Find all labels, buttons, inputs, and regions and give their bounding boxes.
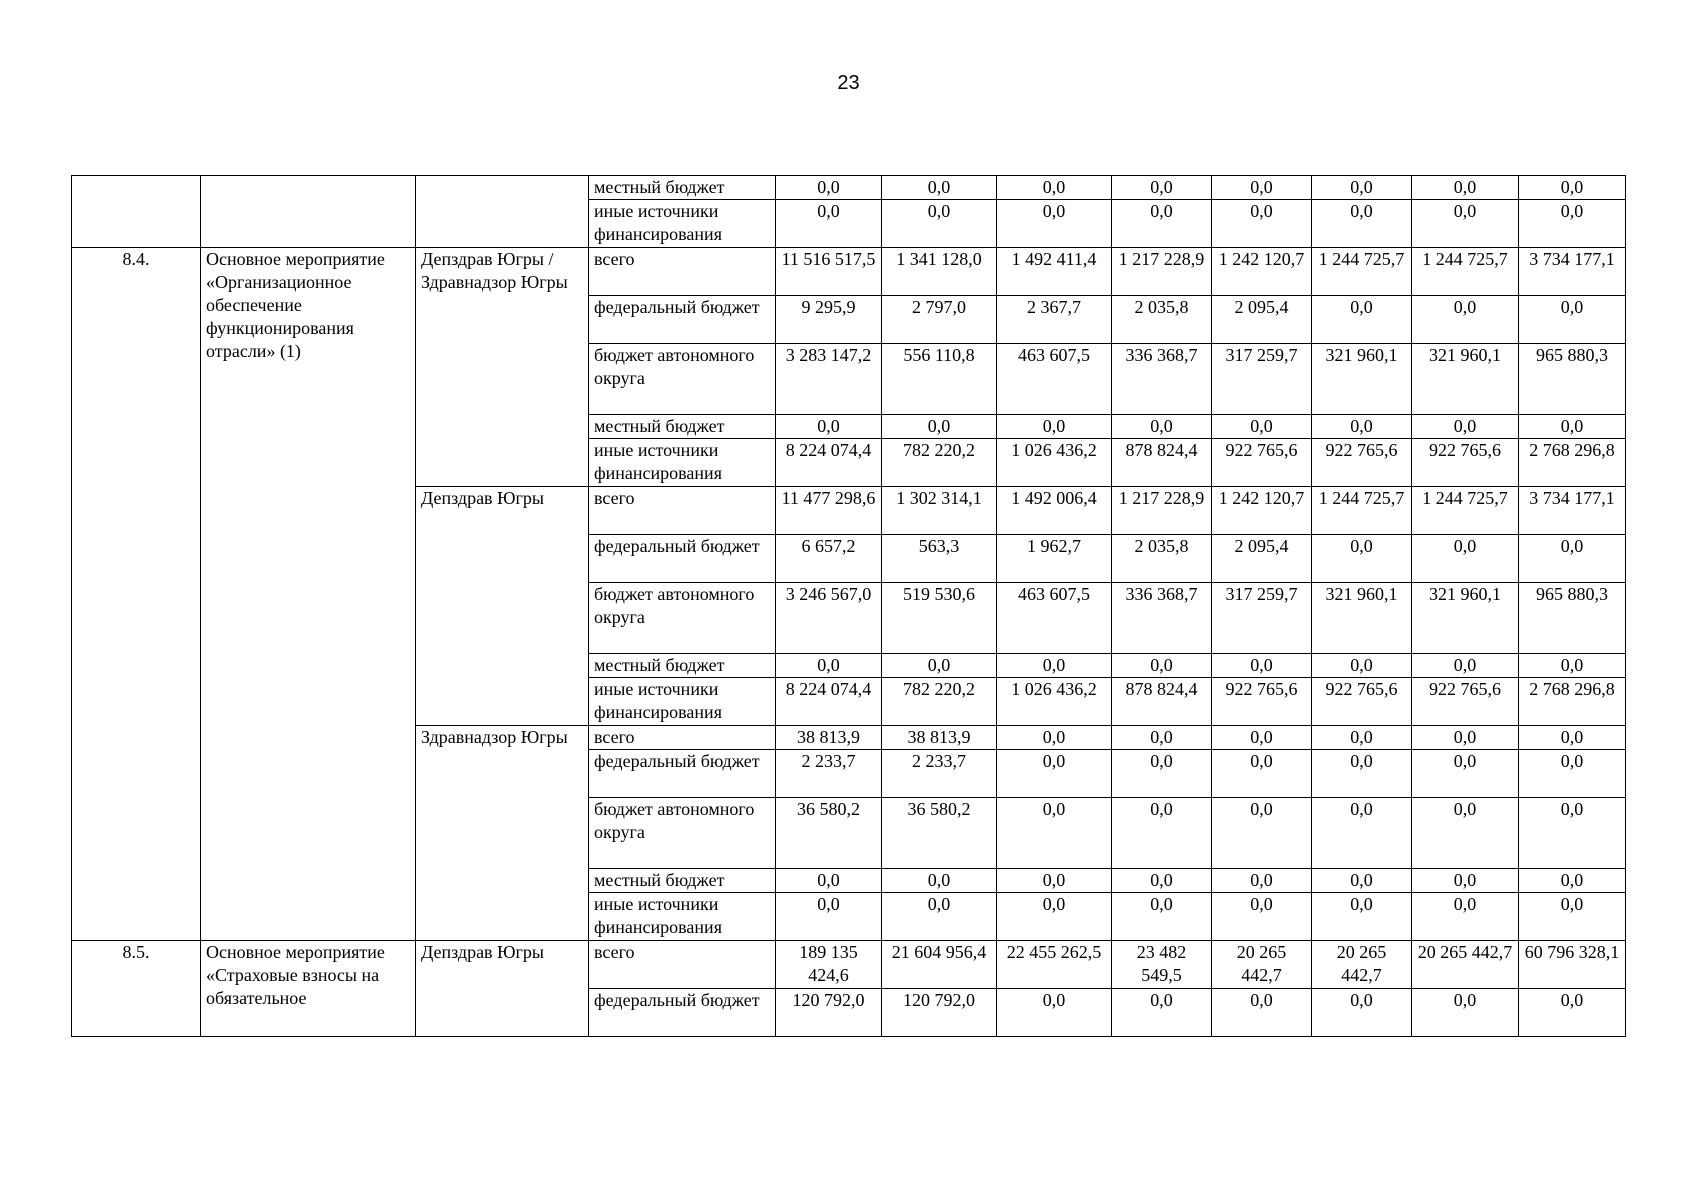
value-cell: 0,0 (1212, 726, 1312, 750)
value-cell: 563,3 (882, 535, 997, 583)
value-cell: 321 960,1 (1312, 344, 1412, 415)
value-cell: 1 341 128,0 (882, 248, 997, 296)
value-cell: 120 792,0 (882, 989, 997, 1037)
value-cell: 36 580,2 (776, 798, 882, 869)
value-cell: 336 368,7 (1112, 344, 1212, 415)
value-cell: 1 302 314,1 (882, 487, 997, 535)
value-cell: 21 604 956,4 (882, 941, 997, 989)
funding-source-cell: федеральный бюджет (589, 535, 776, 583)
budget-table (71, 175, 1626, 1037)
value-cell: 0,0 (1519, 296, 1626, 344)
value-cell: 2 035,8 (1112, 535, 1212, 583)
value-cell: 0,0 (1212, 798, 1312, 869)
page-number: 23 (837, 72, 860, 94)
value-cell: 0,0 (1519, 200, 1626, 248)
value-cell: 0,0 (776, 654, 882, 678)
funding-source-cell: местный бюджет (589, 869, 776, 893)
executor-cell: Депздрав Югры (416, 487, 589, 726)
value-cell: 0,0 (882, 893, 997, 941)
value-cell: 1 244 725,7 (1312, 487, 1412, 535)
value-cell: 0,0 (1412, 869, 1519, 893)
table-row (72, 941, 1626, 989)
value-cell: 556 110,8 (882, 344, 997, 415)
value-cell: 922 765,6 (1312, 678, 1412, 726)
value-cell: 0,0 (1412, 200, 1519, 248)
value-cell: 0,0 (1112, 893, 1212, 941)
executor-cell: Здравнадзор Югры (416, 726, 589, 941)
value-cell: 317 259,7 (1212, 344, 1312, 415)
value-cell: 6 657,2 (776, 535, 882, 583)
value-cell: 0,0 (1412, 750, 1519, 798)
funding-source-cell: иные источники финансирования (589, 439, 776, 487)
value-cell: 0,0 (1412, 176, 1519, 200)
value-cell: 120 792,0 (776, 989, 882, 1037)
value-cell: 0,0 (1312, 415, 1412, 439)
value-cell: 2 768 296,8 (1519, 678, 1626, 726)
value-cell: 922 765,6 (1312, 439, 1412, 487)
value-cell: 0,0 (882, 654, 997, 678)
value-cell: 0,0 (1412, 989, 1519, 1037)
value-cell: 0,0 (1412, 798, 1519, 869)
funding-source-cell: всего (589, 487, 776, 535)
value-cell: 336 368,7 (1112, 583, 1212, 654)
value-cell: 0,0 (1519, 176, 1626, 200)
value-cell: 0,0 (1519, 798, 1626, 869)
value-cell: 0,0 (1412, 415, 1519, 439)
value-cell: 0,0 (1519, 415, 1626, 439)
activity-name-cell: Основное мероприятие «Страховые взносы на обязательное (201, 941, 416, 1037)
funding-source-cell: бюджет автономного округа (589, 583, 776, 654)
value-cell: 1 492 411,4 (997, 248, 1112, 296)
funding-source-cell: иные источники финансирования (589, 200, 776, 248)
value-cell: 0,0 (1519, 750, 1626, 798)
value-cell: 2 035,8 (1112, 296, 1212, 344)
value-cell: 0,0 (1412, 893, 1519, 941)
item-number-cell (72, 176, 201, 248)
value-cell: 0,0 (1112, 415, 1212, 439)
value-cell: 0,0 (1519, 654, 1626, 678)
funding-source-cell: федеральный бюджет (589, 296, 776, 344)
value-cell: 0,0 (1212, 654, 1312, 678)
value-cell: 0,0 (1212, 200, 1312, 248)
value-cell: 0,0 (1312, 176, 1412, 200)
value-cell: 0,0 (997, 989, 1112, 1037)
value-cell: 321 960,1 (1412, 583, 1519, 654)
value-cell: 922 765,6 (1412, 678, 1519, 726)
item-number-cell: 8.4. (72, 248, 201, 941)
value-cell: 0,0 (1412, 535, 1519, 583)
value-cell: 0,0 (1112, 989, 1212, 1037)
value-cell: 0,0 (1212, 176, 1312, 200)
value-cell: 0,0 (997, 654, 1112, 678)
value-cell: 782 220,2 (882, 678, 997, 726)
value-cell: 2 095,4 (1212, 296, 1312, 344)
funding-source-cell: иные источники финансирования (589, 893, 776, 941)
value-cell: 0,0 (1312, 798, 1412, 869)
value-cell: 0,0 (1519, 893, 1626, 941)
value-cell: 189 135 424,6 (776, 941, 882, 989)
value-cell: 519 530,6 (882, 583, 997, 654)
value-cell: 0,0 (1519, 869, 1626, 893)
value-cell: 922 765,6 (1412, 439, 1519, 487)
value-cell: 0,0 (1312, 750, 1412, 798)
value-cell: 0,0 (1519, 535, 1626, 583)
value-cell: 3 734 177,1 (1519, 248, 1626, 296)
value-cell: 0,0 (1112, 750, 1212, 798)
value-cell: 0,0 (1112, 726, 1212, 750)
value-cell: 3 246 567,0 (776, 583, 882, 654)
value-cell: 0,0 (997, 869, 1112, 893)
value-cell: 0,0 (997, 798, 1112, 869)
value-cell: 20 265 442,7 (1412, 941, 1519, 989)
table-row (72, 176, 1626, 200)
value-cell: 0,0 (776, 893, 882, 941)
funding-source-cell: местный бюджет (589, 176, 776, 200)
value-cell: 0,0 (1212, 415, 1312, 439)
value-cell: 0,0 (1212, 989, 1312, 1037)
value-cell: 0,0 (1212, 750, 1312, 798)
value-cell: 1 244 725,7 (1412, 487, 1519, 535)
value-cell: 0,0 (776, 415, 882, 439)
funding-source-cell: бюджет автономного округа (589, 798, 776, 869)
value-cell: 0,0 (1112, 176, 1212, 200)
funding-source-cell: федеральный бюджет (589, 750, 776, 798)
value-cell: 2 768 296,8 (1519, 439, 1626, 487)
value-cell: 782 220,2 (882, 439, 997, 487)
value-cell: 321 960,1 (1312, 583, 1412, 654)
value-cell: 0,0 (1519, 726, 1626, 750)
value-cell: 1 026 436,2 (997, 678, 1112, 726)
value-cell: 38 813,9 (882, 726, 997, 750)
value-cell: 11 516 517,5 (776, 248, 882, 296)
value-cell: 0,0 (882, 176, 997, 200)
value-cell: 0,0 (1112, 200, 1212, 248)
value-cell: 2 797,0 (882, 296, 997, 344)
value-cell: 463 607,5 (997, 344, 1112, 415)
value-cell: 0,0 (1112, 798, 1212, 869)
value-cell: 321 960,1 (1412, 344, 1519, 415)
value-cell: 965 880,3 (1519, 583, 1626, 654)
value-cell: 20 265 442,7 (1312, 941, 1412, 989)
value-cell: 0,0 (1412, 296, 1519, 344)
value-cell: 9 295,9 (776, 296, 882, 344)
funding-source-cell: местный бюджет (589, 654, 776, 678)
value-cell: 3 283 147,2 (776, 344, 882, 415)
item-number-cell: 8.5. (72, 941, 201, 1037)
value-cell: 0,0 (997, 415, 1112, 439)
value-cell: 463 607,5 (997, 583, 1112, 654)
value-cell: 0,0 (997, 750, 1112, 798)
value-cell: 1 242 120,7 (1212, 487, 1312, 535)
value-cell: 1 217 228,9 (1112, 487, 1212, 535)
value-cell: 0,0 (997, 200, 1112, 248)
value-cell: 1 026 436,2 (997, 439, 1112, 487)
value-cell: 0,0 (776, 869, 882, 893)
value-cell: 0,0 (1112, 869, 1212, 893)
value-cell: 0,0 (1212, 893, 1312, 941)
value-cell: 0,0 (882, 415, 997, 439)
value-cell: 60 796 328,1 (1519, 941, 1626, 989)
value-cell: 0,0 (997, 893, 1112, 941)
value-cell: 0,0 (776, 176, 882, 200)
value-cell: 3 734 177,1 (1519, 487, 1626, 535)
value-cell: 317 259,7 (1212, 583, 1312, 654)
value-cell: 0,0 (776, 200, 882, 248)
value-cell: 1 244 725,7 (1312, 248, 1412, 296)
executor-cell: Депздрав Югры (416, 941, 589, 1037)
value-cell: 38 813,9 (776, 726, 882, 750)
value-cell: 0,0 (1312, 200, 1412, 248)
funding-source-cell: всего (589, 726, 776, 750)
value-cell: 2 233,7 (776, 750, 882, 798)
value-cell: 0,0 (1312, 726, 1412, 750)
value-cell: 1 217 228,9 (1112, 248, 1212, 296)
activity-name-cell: Основное мероприятие «Организационное обеспечение функционирования отрасли» (1) (201, 248, 416, 941)
value-cell: 2 233,7 (882, 750, 997, 798)
value-cell: 0,0 (882, 869, 997, 893)
funding-source-cell: федеральный бюджет (589, 989, 776, 1037)
value-cell: 922 765,6 (1212, 678, 1312, 726)
value-cell: 0,0 (997, 176, 1112, 200)
value-cell: 23 482 549,5 (1112, 941, 1212, 989)
value-cell: 878 824,4 (1112, 439, 1212, 487)
value-cell: 0,0 (1312, 869, 1412, 893)
value-cell: 2 095,4 (1212, 535, 1312, 583)
value-cell: 22 455 262,5 (997, 941, 1112, 989)
funding-source-cell: всего (589, 941, 776, 989)
table-row (72, 248, 1626, 296)
value-cell: 0,0 (1412, 726, 1519, 750)
value-cell: 11 477 298,6 (776, 487, 882, 535)
value-cell: 0,0 (1412, 654, 1519, 678)
value-cell: 8 224 074,4 (776, 439, 882, 487)
funding-source-cell: местный бюджет (589, 415, 776, 439)
value-cell: 2 367,7 (997, 296, 1112, 344)
value-cell: 922 765,6 (1212, 439, 1312, 487)
value-cell: 0,0 (997, 726, 1112, 750)
value-cell: 1 492 006,4 (997, 487, 1112, 535)
value-cell: 8 224 074,4 (776, 678, 882, 726)
executor-cell (416, 176, 589, 248)
funding-source-cell: иные источники финансирования (589, 678, 776, 726)
executor-cell: Депздрав Югры /Здравнадзор Югры (416, 248, 589, 487)
value-cell: 965 880,3 (1519, 344, 1626, 415)
value-cell: 0,0 (1112, 654, 1212, 678)
value-cell: 1 244 725,7 (1412, 248, 1519, 296)
value-cell: 0,0 (1312, 989, 1412, 1037)
value-cell: 878 824,4 (1112, 678, 1212, 726)
value-cell: 0,0 (1519, 989, 1626, 1037)
value-cell: 0,0 (1312, 296, 1412, 344)
activity-name-cell (201, 176, 416, 248)
value-cell: 20 265 442,7 (1212, 941, 1312, 989)
value-cell: 0,0 (1312, 654, 1412, 678)
value-cell: 1 242 120,7 (1212, 248, 1312, 296)
value-cell: 36 580,2 (882, 798, 997, 869)
funding-source-cell: бюджет автономного округа (589, 344, 776, 415)
funding-source-cell: всего (589, 248, 776, 296)
value-cell: 0,0 (1212, 869, 1312, 893)
value-cell: 0,0 (1312, 535, 1412, 583)
value-cell: 1 962,7 (997, 535, 1112, 583)
value-cell: 0,0 (882, 200, 997, 248)
value-cell: 0,0 (1312, 893, 1412, 941)
